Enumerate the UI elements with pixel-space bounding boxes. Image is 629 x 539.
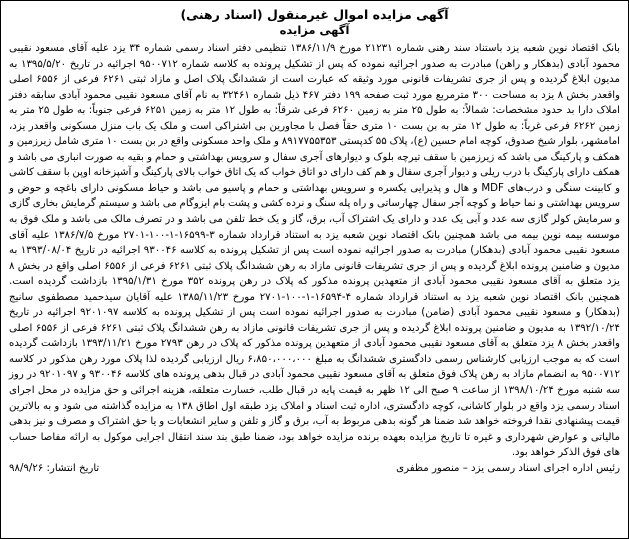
notice-subtitle: آگهی مزایده	[279, 23, 350, 37]
signature-line: رئیس اداره اجرای اسناد رسمی یزد – منصور مظفری	[396, 462, 620, 474]
notice-body: بانک اقتصاد نوین شعبه یزد باستناد سند رهنی شماره ۲۱۲۳۱ مورخ ۱۳۸۶/۱۱/۹ تنظیمی دفتر اسناد رسمی شماره ۳۴ یزد علیه آقای مسعود نقیبی محمود آبادی (بدهکار و راهن) مبادرت به صدور اجرائیه نموده که پس از تشکیل پرونده به کلاسه شماره ۹۵۰۰۷۱۲ اجرائیه در تاریخ ۱۳۹۵/۵/۲۰ به مدیون ابلاغ گردیده و پس از جری تشریفات قانونی مورد وثیقه که عبارت است از ششدانگ پلاک اصل و مازاد ثبتی ۶۲۶۱ فرعی از ۶۵۵۶ اصلی واقعدر بخش ۸ یزد به مساحت ۳۰۰ مترمربع مورد ثبت صفحه ۱۹۹ دفتر ۴۶۷ ذیل شماره ۳۲۴۶۱ به نام آقای مسعود نقیبی محمود آبادی سابقه دفتر املاک دارا بد حدود مشخصات: شمالاً: به طول ۲۵ متر به زمین ۶۲۶۰ فرعی شرقاً: به طول ۱۲ متر به زمین ۶۲۵۱ فرعی جنوباً: به طول ۲۵ متر به زمین ۶۲۶۲ فرعی غرباً: به طول ۱۲ متر به بن بست ۱۰ متری حقاً فصل با مجاورین بی اشتراکی است و ملک یک باب منزل مسکونی واقعدر یزد، امامشهر، بلوار شیخ صدوق، کوچه امام حسین (ع)، پلاک ۵۵ کدپستی ۸۹۱۷۷۵۵۳۵۳ و ملک واحد مسکونی واقع در بن بست ۱۰ متری شامل زیرزمین و همکف و پارکینگ می باشد که زیرزمین با سقف تیرچه بلوک و دیوارهای آجری سفال و سرویس بهداشتی و حمام و بقیه به صورت انباری می باشد و همکف دارای پارکینگ با درب ریلی و دیوار آجری سفال و هم کف دارای دو اتاق خواب که یک اتاق خواب بالای پارکینگ و آشپزخانه اوپن با سقف کاشی و کابینت سنگی و درب‌های MDF و هال و پذیرایی یکسره و سرویس بهداشتی و حمام و پاسیو می باشد و حیاط مسکونی دارای باغچه و حوض و سرویس بهداشتی و نما حیاط و کوچه آجر سفال چهارساتی و راه پله سنگ و نرده کشی و پشت بام ایزوگام می باشد و سیستم گرمایش بخاری گازی و سرمایش کولر گازی سه عدد و آبی یک عدد و دارای یک اشتراک آب، برق، گاز و یک خط تلفن می باشد و در تصرف مالک می باشد و ملک فوق به موسسه بیمه نوین بیمه می باشد همچنین بانک اقتصاد نوین شعبه یزد به استناد قرارداد شماره ۳-۱۶۵۹۹-۱-۱۰۰-۲۷۰۱ مورخ ۱۳۸۶/۷/۵ علیه آقای مسعود نقیبی محمود آبادی (بدهکار) مبادرت به صدور اجرائیه نموده است پس از تشکیل پرونده به کلاسه ۹۳۰۰۴۶ اجرائیه در تاریخ ۱۳۹۳/۰۸/۰۴ به مدیون و ضامنین پرونده ابلاغ گردیده و پس از جری تشریفات قانونی مازاد به رهن ششدانگ پلاک ثبتی ۶۲۶۱ فرعی از ۶۵۵۶ اصلی واقع در بخش ۸ یزد متعلق به آقای مسعود نقیبی محمود آبادی از متعهدین پرونده مذکور که پلاک در رهن پرونده ۳۵۲ مورخ ۱۳۹۵/۱/۳۱ بازداشت گردیده است. همچنین بانک اقتصاد نوین شعبه یزد به استناد قرارداد شماره ۴-۱۶۵۹۴-۱-۱۰۰-۲۷۰۱ مورخ ۱۳۸۵/۱۱/۲۳ علیه آقایان سیدحمید مصطفوی سانیج (بدهکار) و مسعود نقیبی محمود آبادی (ضامن) مبادرت به صدور اجرائیه نموده است پس از تشکیل پرونده به کلاسه ۹۲۰۱۰۹۷ اجرائیه در تاریخ ۱۳۹۲/۱۰/۲۴ به مدیون و ضامنین پرونده ابلاغ گردیده و پس از جری تشریفات قانونی مازاد به رهن ششدانگ پلاک ثبتی ۶۲۶۱ فرعی از ۶۵۵۶ اصلی واقعدر بخش ۸ یزد متعلق به آقای مسعود نقیبی محمود آبادی از متعهدین پرونده مذکور که پلاک در رهن ۲۷۹۳ مورخ ۱۳۹۳/۱۱/۲۱ بازداشت گردیده است که به موجب ارزیابی کارشناس رسمی دادگستری ششدانگ به مبلغ ۶،۸۵۰،۰۰۰،۰۰۰ ریال ارزیابی گردیده لذا پلاک مورد رهن مذکور در کلاسه ۹۵۰۰۷۱۲ به انضمام مازاد به رهن پلاک فوق متعلق به آقای مسعود نقیبی محمود آبادی در قبال بدهی پرونده های کلاسه ۹۳۰۰۴۶ و ۹۲۰۱۰۹۷ در روز سه شنبه مورخ ۱۳۹۸/۱۰/۲۴ از ساعت ۹ صبح الی ۱۲ ظهر به قیمت پایه در قبال طلب، خسارت متعلقه، هزینه اجرائی و حق مزایده در محل اجرای اسناد رسمی یزد واقع در بلوار کاشانی، کوچه دادگستری، اداره ثبت اسناد و املاک یزد طبقه اول اطاق ۱۳۸ به مزایده گذاشته می شود و به بالاترین قیمت پیشنهادی نقدا فروخته خواهد شد ضمنا هر گونه بدهی مربوط به آب، برق و گاز و تلفن و سایر انشعابات و یا حق اشتراک و مصرف و نیز بدهی مالیاتی و عوارض شهرداری و غیره تا تاریخ مزایده بعهده برنده مزایده خواهد بود، ضمنا طبق بند سند انتقال اجرایی موکول به ارائه مفاصا حساب های فوق الذکر خواهد بود.	[9, 43, 621, 459]
publish-date: تاریخ انتشار: ۹۸/۹/۲۶	[9, 462, 100, 474]
notice-footer	[9, 461, 620, 476]
notice-title: آگهی مزایده اموال غیرمنقول (اسناد رهنی)	[180, 7, 449, 22]
